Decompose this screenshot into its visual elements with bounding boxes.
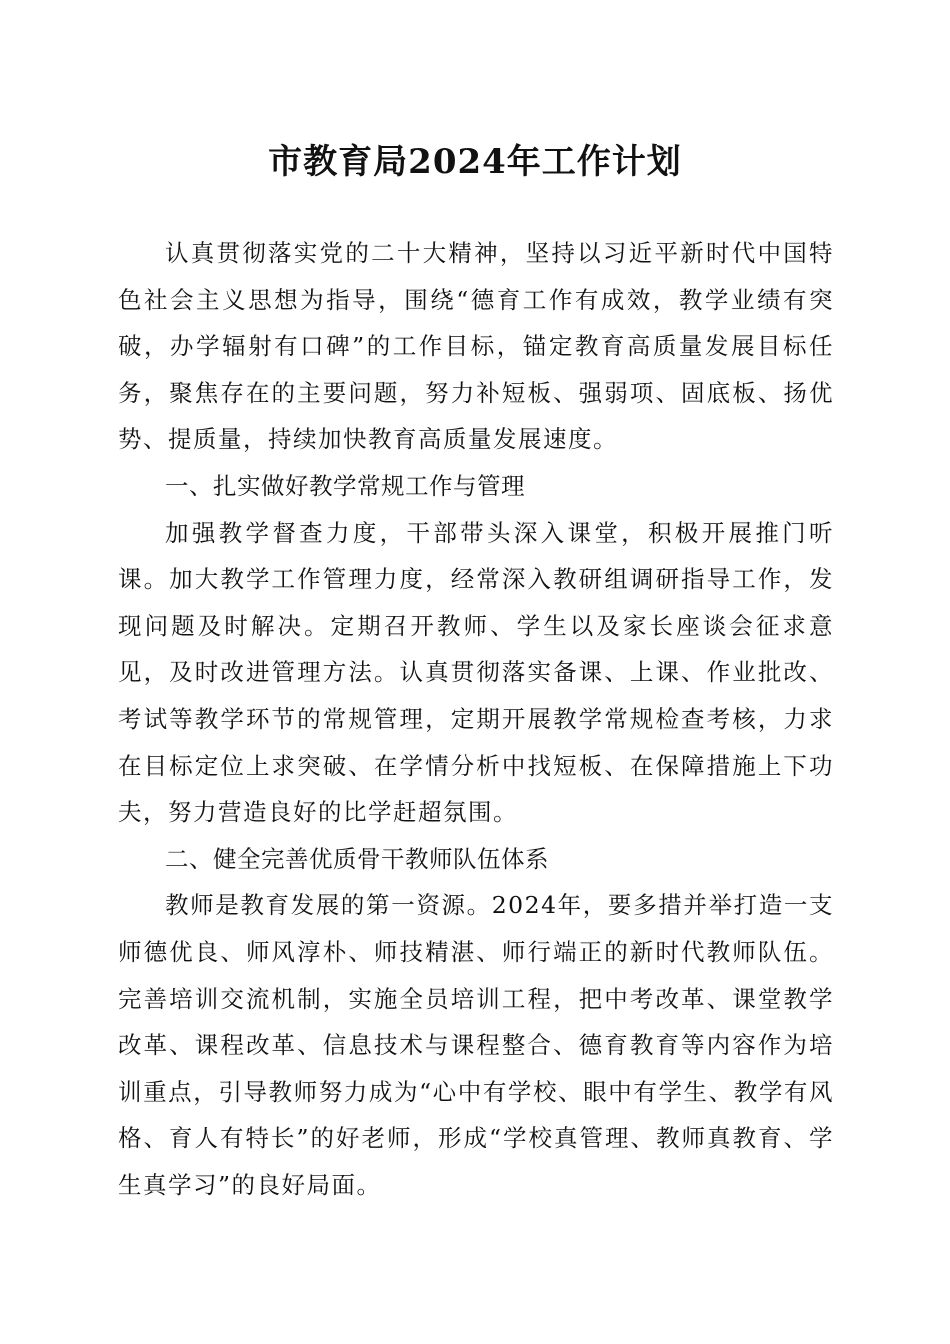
document-body: [118, 230, 834, 1208]
document-title: 市教育局2024年工作计划: [268, 142, 682, 182]
section-paragraph-1: 加强教学督查力度，干部带头深入课堂，积极开展推门听课。加大教学工作管理力度，经常深入教研组调研指导工作，发现问题及时解决。定期召开教师、学生以及家长座谈会征求意见，及时改进管理方法。认真贯彻落实备课、上课、作业批改、考试等教学环节的常规管理，定期开展教学常规检查考核，力求在目标定位上求突破、在学情分析中找短板、在保障措施上下功夫，努力营造良好的比学赶超氛围。: [118, 518, 834, 827]
intro-paragraph: 认真贯彻落实党的二十大精神，坚持以习近平新时代中国特色社会主义思想为指导，围绕“德育工作有成效，教学业绩有突破，办学辐射有口碑”的工作目标，锚定教育高质量发展目标任务，聚焦存在的主要问题，努力补短板、强弱项、固底板、扬优势、提质量，持续加快教育高质量发展速度。: [118, 239, 834, 454]
section-heading-2: 二、健全完善优质骨干教师队伍体系: [165, 844, 549, 873]
section-heading-1: 一、扎实做好教学常规工作与管理: [165, 471, 525, 500]
section-paragraph-2: 教师是教育发展的第一资源。2024年，要多措并举打造一支师德优良、师风淳朴、师技精湛、师行端正的新时代教师队伍。完善培训交流机制，实施全员培训工程，把中考改革、课堂教学改革、课程改革、信息技术与课程整合、德育教育等内容作为培训重点，引导教师努力成为“心中有学校、眼中有学生、教学有风格、育人有特长”的好老师，形成“学校真管理、教师真教育、学生真学习”的良好局面。: [118, 891, 834, 1199]
